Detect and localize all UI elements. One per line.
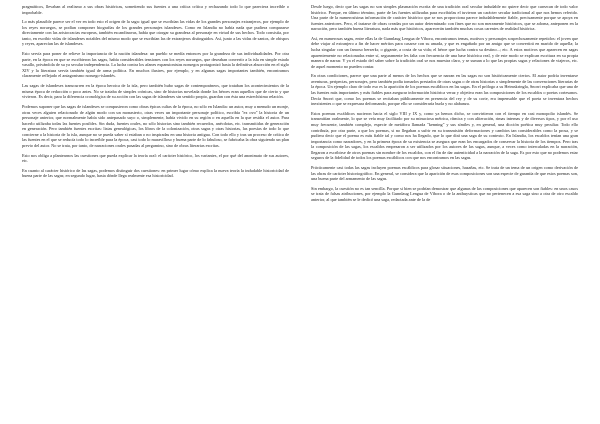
right-column	[311, 4, 578, 424]
paragraph: Estos poemas escáldicos nacieron hacia el siglo VIII y IX y, como ya hemos dicho, se convirtieron con el tiempo en casi monopolio islandés. Se transmitían oralmente, lo que se veía muy facilitado por su minuciosa métrica, rítmica y con aliteración, rimas internas y de diversos tipos, y por el uso muy frecuente, también complejo, especie de metáfora llamada "kenning" y sus símiles y, en general, una dicción poética muy peculiar. Todo ello contribuía, por otra parte, a que los poemas, si no llegaban a sufrir en su transmisión deformaciones y cambios tan considerables como la prosa, y se pudiera decir que el poema es más fiable tal y como nos ha llegado, que lo que dirá una saga de su contexto. En Islandia, los escaldos tenían una gran importancia como narradores, y en la primera época de su existencia se asegura que eran los encargados de conservar la historia de los tiempos. Pero tras la composición de las sagas, los escaldos empezaron a ser utilizados por los autores de las sagas, aunque, a veces como intercaladas en la narración, llegaron a escribirse de otros poemas sin nombre de los escaldos, con el fin de dar autenticidad a la narración de la saga. Es por esto que no podemos estar seguros de la fidelidad de todos los poemas escáldicos con que nos encontramos en las sagas.	[311, 110, 578, 161]
paragraph: pragmáticos, llevaban al realismo a sus obras históricas, sometiendo sus fuentes a una crítica crítica y rechazando todo lo que pareciera increíble o improbable.	[22, 4, 289, 15]
paragraph: Esto servía para poner de relieve la importancia de la nación islandesa: un pueblo se medía entonces por la grandeza de sus individualidades. Por otra parte, en la época en que se escribieron las sagas, había considerables tensiones con los reyes noruegos, que deseaban convertir a la isla en simple estado vasallo, privándola de su ya secular independencia. La lucha contra los afanes expansionistas noruegos protagonizó hasta la definitiva absorción en el siglo XIV y la literatura servía también igual de arma política. En muchos ilustres, por ejemplo, y en algunas sagas importantes también, encontramos claramente reflejado el antagonismo noruego-islandés.	[22, 51, 289, 79]
paragraph: Las sagas de islandeses transcurren en la época heroica de la isla, pero también hubo sagas de contemporáneos, que trataban los acontecimientos de la misma época de redacción o poco antes. No se trataba de simples crónicas, sino de historias novelada donde los héroes eran aquellos que de cierto y que vivieron. Es decir, para la diferencia cronológica de su acción con las sagas de islandeses sin sentido propio, guardan con ésta una estrechísima relación.	[22, 83, 289, 100]
paragraph: En otras condiciones, parece que una parte al menos de los hechos que se narran en las sagas no son históricamente ciertos. El autor podría inventarse aventuras, peripecias, personajes, pero también podía tomarlos prestados de otras sagas o de otras historias o simplemente de las convenciones literarias de la época. Un ejemplo claro de todo eso es la aparición de los poemas escáldicos en las sagas. En el prólogo a su Heimskringla, Snorri explicaba que una de las fuentes más importantes y más fiables para asegurar información histórica veraz y objetiva eran las composiciones de los escaldos o poetas cortesanos. Decía Snorri que, como los poemas se recitaban públicamente en presencia del rey y de su corte, era impensable que el poeta se inventara hechos inexistentes o que se expresara deformando, porque ello se consideraría burla y no alabanza.	[311, 73, 578, 107]
paragraph: En cuanto al carácter histórico de las sagas, podemos distinguir dos cuestiones: en primer lugar cómo explica la nueva teoría la indudable historicidad de buena parte de las sagas; en segundo lugar, hasta dónde llega realmente esa historicidad.	[22, 167, 289, 179]
paragraph: Desde luego, decir que las sagas no son simples plasmación escrita de una tradición oral secular indudable no quiere decir que carezcan de todo valor histórico. Porque, en último término, parte de las fuentes utilizadas para escribirlas el tuvieron un carácter secular tradicional al que nos hemos referido. Una parte de la numerosísima información de carácter histórico que se nos proporciona parece indudablemente fiable, precisamente porque se apoya en fuentes anteriores. Pero, el tratarse de obras creadas por un autor determinado con fines que no son meramente históricos, que se adorna, anteponen en la narración, pero también buena literatura, nada más que históricos, aparecerán también muchas cosas carentes de realidad histórica.	[311, 4, 578, 32]
paragraph: Prácticamente casi todas las sagas incluyen poemas escáldicos para glosar situaciones, hazañas, etc. Se trata de un tema de un origen como derivación de las obras de carácter historiográfico. En general, se considera que la aparición de esas composiciones son una especie de garantía de que estos poemas son, una buena parte del armamento de las sagas.	[311, 164, 578, 182]
paragraph: Así, en numerosas sagas, entre ellas la de Gunnlaug Lengua de Víbora, encontramos temas, motivos y personajes sospechosamente repetidos: el joven que debe viajar al extranjero a fin de hacer méritos para casarse con su amada, y que es engañado por un amigo que se convertirá en marido de aquella; la lucha singular con un famoso berserkr, o gigante, a costa de su vida; el héroe que lucha contra su destino...; etc. A estos motivos que aparecen en sagas aparentemente no relacionadas entre sí, seguramente les falta con frecuencia de una base histórica real, y de este modo se explican escritura en su propia manera de narrar. Y ya el estado del saber sobre la tradición oral se nos muestra claro, y se suman a lo que las propias sagas y relaciones de viajeros, etc. de aquel momento no pueden contar.	[311, 35, 578, 69]
paragraph: Sin embargo, la cuestión no es tan sencilla. Porque si bien se podrían demostrar que algunas de las composiciones que aparecen son fiables: en unos casos se trata de falsas atribuciones, por ejemplo la Gunnlaug Lengua de Víbora o de la anthuysticas que no pertenecen a esa saga sino a otra de otro escaldo anterior, al que también se le dedicó una saga, redactada ante de la de	[311, 185, 578, 202]
paragraph: Lo más plausible parece ser el ver en todo esto el origen de la saga: igual que se escribían las vidas de los grandes personajes extranjeros, por ejemplo de los reyes noruegos, se podían componer biografías de los grandes personajes islandeses. Como en Islandia no había nada que pudiera compararse directamente con las aristocracias europeas, también escandinavas, había que otorgar su grandeza al personaje en virtud de sus hechos. Todo consistía, por tanto, en escribir vidas de islandeses notables del mismo modo que se escribían las de extranjeros distinguidos. Así, junto a las vidas de santos, de obispos y reyes, aparecían las de islandeses.	[22, 19, 289, 47]
left-column	[22, 4, 289, 424]
paragraph: Podemos suponer que las sagas de islandeses se compusieron como obras épicas cultas de la época, no sólo en Islandia: un autor, muy a menudo un monje, otras veces alguien relacionado de algún modo con un monasterio, otras veces un importante personaje político, escribía "ex ovo" la historia de un personaje anterior, que normalmente había sido antepasado suyo o, simplemente, había vivido en su región o en aquella en la que residía el autor. Para hacerlo utilizaba todas las fuentes posibles. Sin duda, fuentes orales, no sólo historias sino también recuerdos, anécdotas, etc. transmitidas de generación en generación. Pero también fuentes escritas: listas genealógicas, los libros de la colonización, otras sagas y otras historias, las poesías de todo lo que concierne a la historia de la isla, aunque no se pueda saber si estaban o no inspiradas en una historia antigua. Con todo ello y tras un proceso de crítica de las fuentes en el que se reducía todo lo increíble para la época, casi todo lo maravilloso y buena parte de lo fabuloso, se fabricaba la obra siguiendo un plan previo del autor. No se trata, por tanto, de narraciones orales pasadas al pergamino, sino de obras literarias escritas.	[22, 103, 289, 148]
paragraph: Esto nos obliga a plantearnos las cuestiones que pueda explicar la teoría oral: el carácter histórico, los variantes, el por qué del anonimato de sus autores, etc.	[22, 152, 289, 164]
